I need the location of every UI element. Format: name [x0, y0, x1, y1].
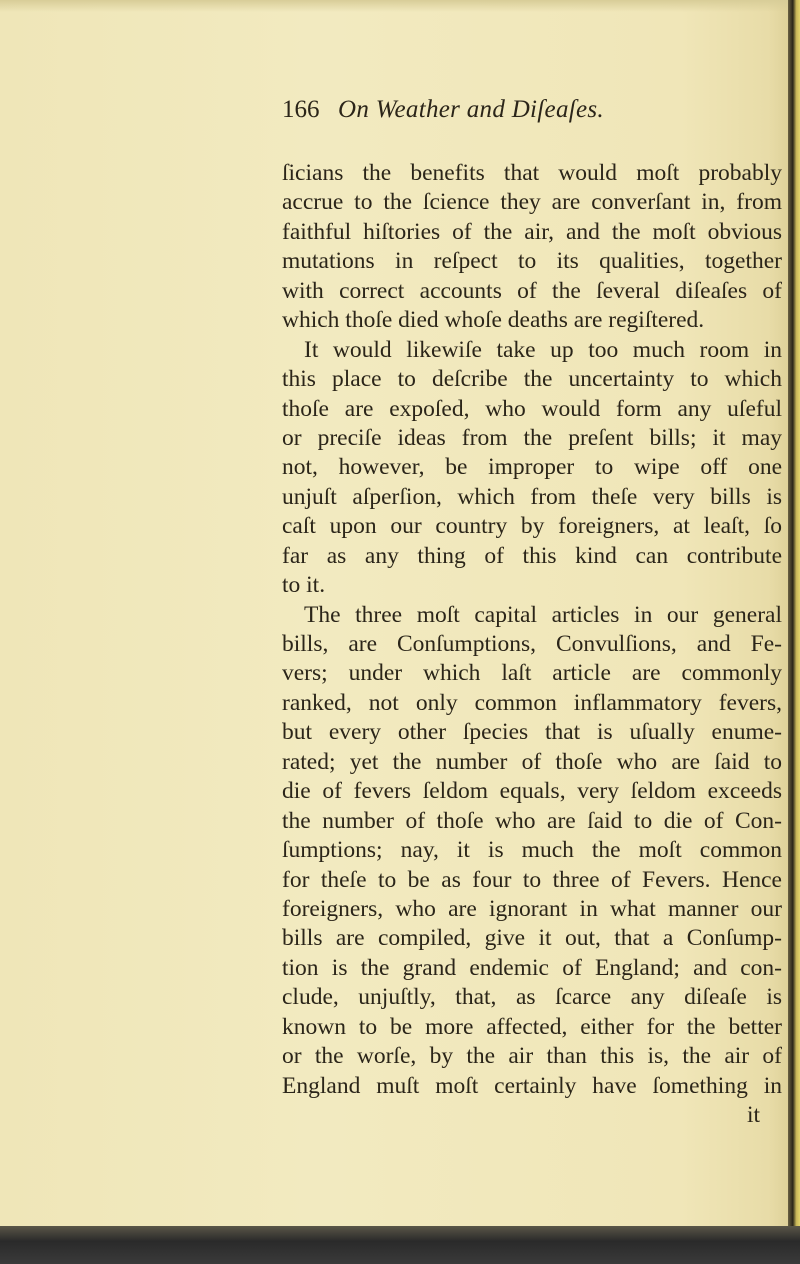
text-line: foreigners, who are ignorant in what manner our — [282, 895, 782, 922]
text-line: ranked, not only common inflammatory fevers, — [282, 689, 782, 716]
page-number: 166 — [282, 96, 320, 123]
page-top-shadow — [0, 0, 800, 12]
text-line: the number of thoſe who are ſaid to die of Con- — [282, 807, 782, 834]
catchword: it — [746, 1102, 760, 1128]
text-line: die of fevers ſeldom equals, very ſeldom exceeds — [282, 778, 782, 805]
text-line: not, however, be improper to wipe off one — [282, 454, 782, 481]
text-line: accrue to the ſcience they are converſant in, from — [282, 189, 782, 216]
text-line: but every other ſpecies that is uſually enume- — [282, 719, 782, 746]
text-line: It would likewiſe take up too much room in — [304, 336, 782, 363]
running-header — [282, 96, 782, 130]
text-line: clude, unjuſtly, that, as ſcarce any diſeaſe is — [282, 984, 782, 1011]
text-line: far as any thing of this kind can contribute — [282, 542, 782, 569]
text-line: thoſe are expoſed, who would form any uſeful — [282, 395, 782, 422]
text-line: caſt upon our country by foreigners, at leaſt, ſo — [282, 513, 782, 540]
text-line: ſicians the benefits that would moſt probably — [282, 160, 782, 186]
text-line: bills, are Conſumptions, Convulſions, and Fe- — [282, 631, 782, 657]
text-line: this place to deſcribe the uncertainty to which — [282, 366, 782, 393]
text-line: for theſe to be as four to three of Fevers. Hence — [282, 866, 782, 893]
text-line: England muſt moſt certainly have ſomething in — [282, 1072, 782, 1099]
text-line: mutations in reſpect to its qualities, together — [282, 248, 782, 275]
text-line: or the worſe, by the air than this is, the air of — [282, 1043, 782, 1070]
text-line: ſumptions; nay, it is much the moſt common — [282, 837, 782, 864]
text-line: with correct accounts of the ſeveral diſeaſes of — [282, 277, 782, 304]
scan-bottom-edge — [0, 1226, 800, 1264]
text-line: The three moſt capital articles in our general — [304, 601, 782, 628]
text-line: tion is the grand endemic of England; and con- — [282, 954, 782, 981]
text-line: to it. — [282, 572, 326, 599]
text-line: or preciſe ideas from the preſent bills; it may — [282, 424, 782, 451]
text-line: faithful hiſtories of the air, and the moſt obvious — [282, 218, 782, 245]
text-line: known to be more affected, either for the better — [282, 1013, 782, 1040]
text-line: rated; yet the number of thoſe who are ſaid to — [282, 748, 782, 775]
page-body-text — [282, 159, 782, 1130]
running-title: On Weather and Diſeaſes. — [338, 96, 604, 123]
text-line: bills are compiled, give it out, that a Conſump- — [282, 925, 782, 952]
text-line: unjuſt aſperſion, which from theſe very bills is — [282, 483, 782, 510]
text-line: which thoſe died whoſe deaths are regiſtered. — [282, 307, 705, 334]
book-binding-edge — [788, 0, 800, 1264]
text-line: vers; under which laſt article are commonly — [282, 660, 782, 687]
